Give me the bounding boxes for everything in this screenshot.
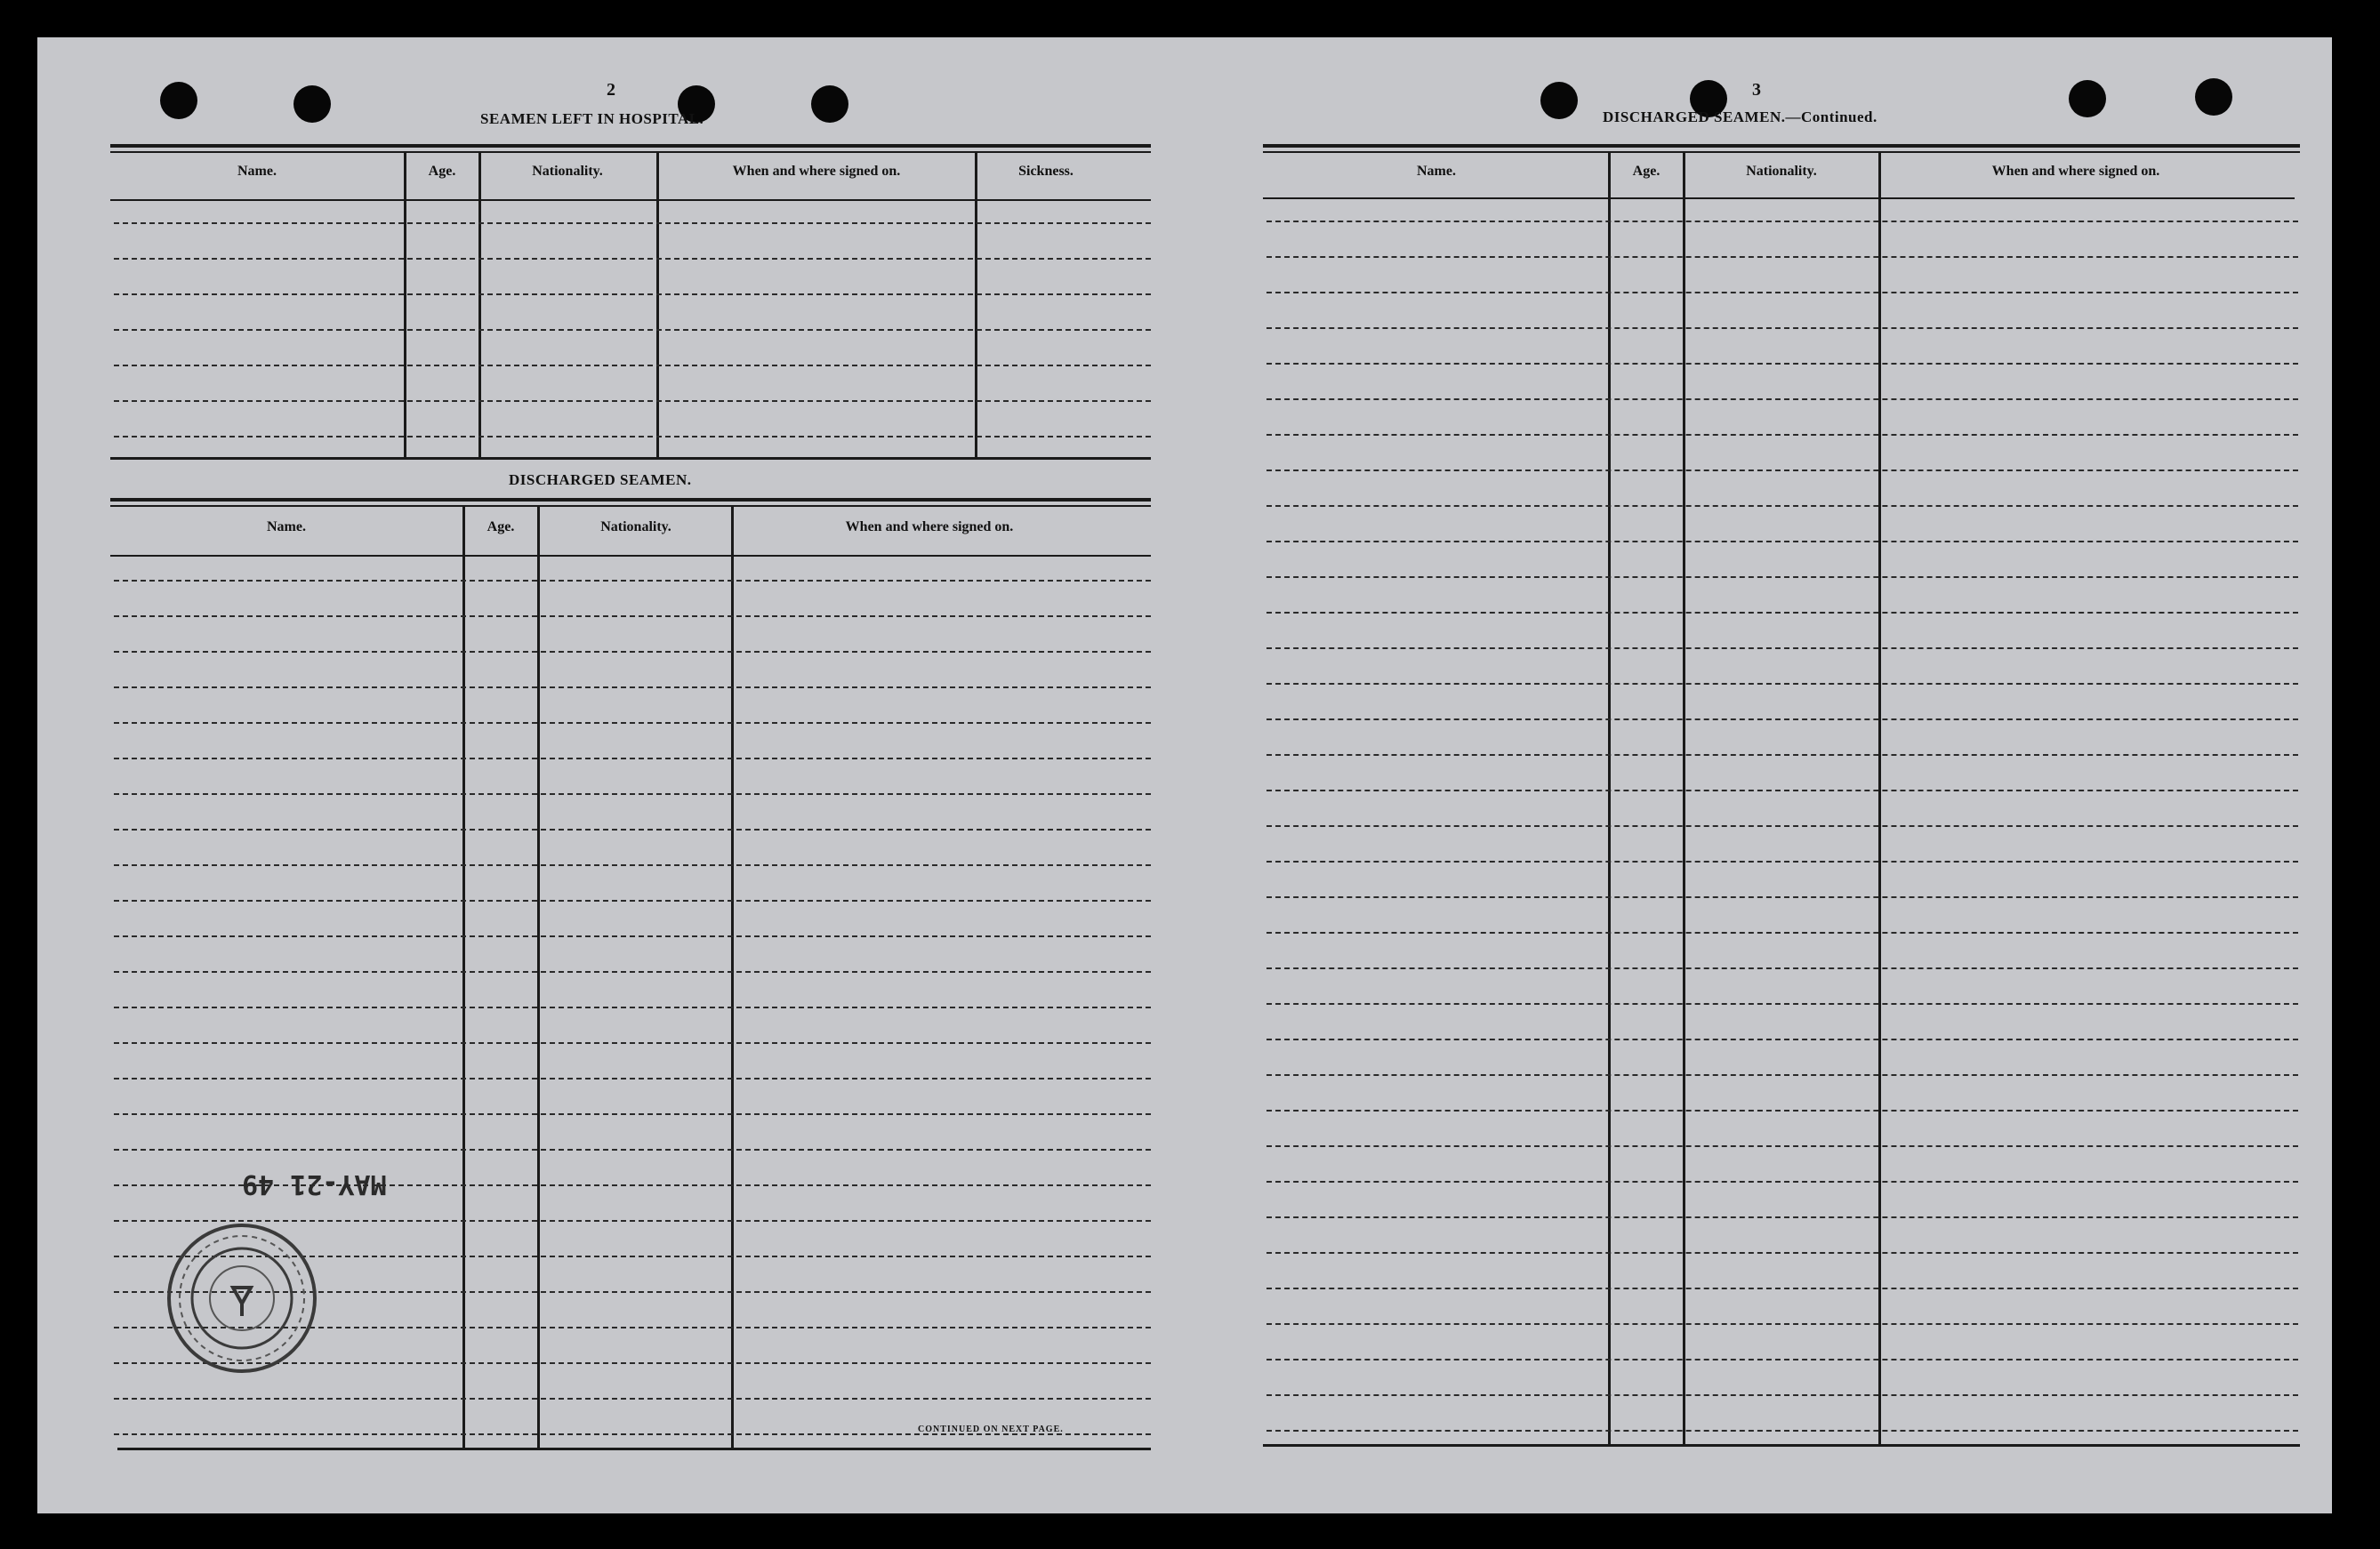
entry-line (1266, 434, 2298, 436)
discharged-section-title: DISCHARGED SEAMEN. (509, 471, 692, 488)
entry-line (1266, 1181, 2298, 1183)
continued-col-signed-on: When and where signed on. (1991, 164, 2160, 179)
column-divider (404, 153, 406, 457)
entry-line (1266, 576, 2298, 578)
entry-line (114, 1007, 1151, 1008)
punch-hole (293, 85, 331, 123)
continued-col-nationality: Nationality. (1746, 164, 1817, 179)
entry-line (1266, 1252, 2298, 1254)
rule (110, 144, 1151, 148)
rule (110, 498, 1151, 502)
entry-line (1266, 256, 2298, 258)
entry-line (114, 329, 1151, 331)
entry-line (1266, 967, 2298, 969)
entry-line (114, 651, 1151, 653)
entry-line (1266, 1359, 2298, 1360)
left-page-number: 2 (607, 80, 615, 100)
discharged-col-nationality: Nationality. (600, 519, 671, 534)
punch-hole (2195, 78, 2232, 116)
entry-line (1266, 1110, 2298, 1112)
entry-line (1266, 327, 2298, 329)
discharged-col-name: Name. (267, 519, 306, 534)
entry-line (114, 900, 1151, 902)
hospital-col-sickness: Sickness. (1018, 164, 1073, 179)
entry-line (1266, 1394, 2298, 1396)
column-divider (731, 507, 734, 1448)
entry-line (114, 615, 1151, 617)
entry-line (114, 793, 1151, 795)
office-stamp (162, 1218, 322, 1378)
entry-line (1266, 612, 2298, 614)
entry-line (1266, 398, 2298, 400)
column-divider (537, 507, 540, 1448)
hospital-col-nationality: Nationality. (532, 164, 603, 179)
entry-line (1266, 861, 2298, 863)
rule (1263, 151, 2300, 153)
punch-hole (811, 85, 848, 123)
rule (1263, 1444, 2300, 1447)
hospital-col-signed-on: When and where signed on. (732, 164, 901, 179)
entry-line (1266, 1288, 2298, 1289)
discharged-col-signed-on: When and where signed on. (845, 519, 1014, 534)
rule (110, 555, 1151, 557)
column-divider (478, 153, 481, 457)
entry-line (114, 436, 1151, 437)
rule (110, 505, 1151, 507)
entry-line (1266, 1039, 2298, 1040)
entry-line (114, 365, 1151, 366)
punch-hole (160, 82, 197, 119)
entry-line (114, 222, 1151, 224)
entry-line (1266, 292, 2298, 293)
entry-line (114, 580, 1151, 582)
entry-line (114, 935, 1151, 937)
entry-line (1266, 647, 2298, 649)
entry-line (1266, 754, 2298, 756)
rule (1263, 197, 2295, 199)
document-sheet (37, 37, 2332, 1513)
punch-hole (2069, 80, 2106, 117)
hospital-col-name: Name. (237, 164, 277, 179)
entry-line (1266, 825, 2298, 827)
entry-line (114, 864, 1151, 866)
continued-col-name: Name. (1417, 164, 1456, 179)
column-divider (462, 507, 465, 1448)
entry-line (114, 722, 1151, 724)
entry-line (114, 1398, 1151, 1400)
rule (117, 1448, 1151, 1450)
entry-line (1266, 1074, 2298, 1076)
column-divider (975, 153, 977, 457)
column-divider (1878, 153, 1881, 1444)
entry-line (114, 293, 1151, 295)
hospital-section-title: SEAMEN LEFT IN HOSPITAL. (480, 110, 704, 127)
column-divider (656, 153, 659, 457)
entry-line (1266, 896, 2298, 898)
entry-line (1266, 221, 2298, 222)
entry-line (1266, 363, 2298, 365)
entry-line (114, 971, 1151, 973)
entry-line (114, 1113, 1151, 1115)
entry-line (1266, 718, 2298, 720)
continued-col-age: Age. (1632, 164, 1660, 179)
entry-line (114, 829, 1151, 831)
rule (110, 199, 1151, 201)
rule (110, 457, 1151, 460)
entry-line (114, 1078, 1151, 1079)
entry-line (1266, 1003, 2298, 1005)
entry-line (114, 400, 1151, 402)
discharged-continued-title: DISCHARGED SEAMEN.—Continued. (1603, 108, 1877, 125)
right-page-number: 3 (1752, 80, 1761, 100)
rule (1263, 144, 2300, 148)
punch-hole (1540, 82, 1578, 119)
stamp-date: MAY-21 49 (242, 1168, 387, 1200)
entry-line (1266, 1430, 2298, 1432)
entry-line (1266, 505, 2298, 507)
entry-line (114, 686, 1151, 688)
rule (110, 151, 1151, 153)
continued-footer: CONTINUED ON NEXT PAGE. (918, 1425, 1064, 1434)
column-divider (1683, 153, 1685, 1444)
entry-line (1266, 932, 2298, 934)
entry-line (1266, 1323, 2298, 1325)
entry-line (114, 1042, 1151, 1044)
entry-line (1266, 470, 2298, 471)
entry-line (1266, 1216, 2298, 1218)
discharged-col-age: Age. (486, 519, 515, 534)
entry-line (1266, 683, 2298, 685)
entry-line (1266, 1145, 2298, 1147)
entry-line (114, 758, 1151, 759)
hospital-col-age: Age. (428, 164, 456, 179)
entry-line (114, 1149, 1151, 1151)
entry-line (114, 258, 1151, 260)
entry-line (1266, 790, 2298, 791)
column-divider (1608, 153, 1611, 1444)
entry-line (1266, 541, 2298, 542)
